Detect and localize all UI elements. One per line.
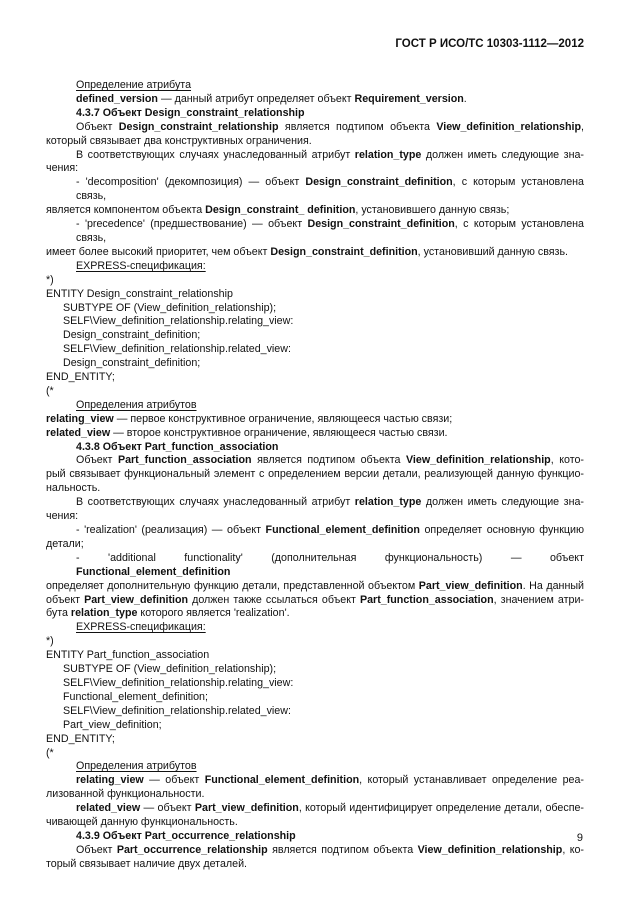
express-spec-heading: EXPRESS-спецификация: <box>76 621 206 634</box>
paragraph-line: нальность. <box>46 482 101 495</box>
list-item-continuation: бута relation_type которого является 'realization'. <box>46 607 290 620</box>
code-line: ENTITY Part_function_association <box>46 649 210 662</box>
code-line: *) <box>46 273 54 286</box>
list-item: - 'realization' (реализация) — объект Functional_element_definition определяет основную функцию <box>76 524 584 536</box>
code-line: SELF\View_definition_relationship.related_view: <box>63 343 291 356</box>
attribute-definitions-heading: Определения атрибутов <box>76 398 197 411</box>
section-heading-4-3-8: 4.3.8 Объект Part_function_association <box>76 440 279 453</box>
express-spec-heading: EXPRESS-спецификация: <box>76 259 206 272</box>
attribute-definition-heading: Определение атрибута <box>76 79 192 91</box>
code-line: END_ENTITY; <box>46 371 115 384</box>
code-line: Design_constraint_definition; <box>63 329 201 342</box>
list-item: - 'additional functionality' (дополнительная функциональность) — объект Functional_element_definition <box>76 551 584 578</box>
list-item-continuation: детали; <box>46 537 84 550</box>
document-body <box>46 79 584 872</box>
attribute-definition: relating_view — объект Functional_element_definition, который устанавливает определение реа- <box>76 774 584 787</box>
attribute-definition: related_view — второе конструктивное ограничение, являющееся частью связи. <box>46 426 448 439</box>
paragraph-line: В соответствующих случаях унаследованный атрибут relation_type должен иметь следующие зна- <box>76 496 584 509</box>
code-line: (* <box>46 746 54 759</box>
code-line: END_ENTITY; <box>46 732 115 745</box>
paragraph-line: который связывает два конструктивных ограничения. <box>46 134 312 147</box>
paragraph-line: Объект Part_function_association является подтипом объекта View_definition_relationship, кото- <box>76 454 584 467</box>
attribute-definition-continuation: лизованной функциональности. <box>46 788 205 801</box>
list-item-continuation: является компонентом объекта Design_constraint_ definition, установившего данную связь; <box>46 204 510 217</box>
code-line: SELF\View_definition_relationship.relating_view: <box>63 676 294 689</box>
paragraph-line: Объект Part_occurrence_relationship является подтипом объекта View_definition_relationship, ко- <box>76 843 584 856</box>
list-item-continuation: имеет более высокий приоритет, чем объект Design_constraint_definition, установивший данную связь. <box>46 245 568 258</box>
list-item: - 'decomposition' (декомпозиция) — объект Design_constraint_definition, с которым установлена связь, <box>76 176 584 203</box>
paragraph-line: чения: <box>46 510 79 523</box>
attribute-definition: defined_version — данный атрибут определяет объект Requirement_version. <box>76 92 467 105</box>
code-line: (* <box>46 384 54 397</box>
attribute-definition-continuation: чивающей данную функциональность. <box>46 816 238 829</box>
code-line: ENTITY Design_constraint_relationship <box>46 287 233 300</box>
code-line: SUBTYPE OF (View_definition_relationship); <box>63 663 277 676</box>
attribute-definition: related_view — объект Part_view_definition, который идентифицирует определение детали, обеспе- <box>76 802 584 815</box>
list-item-continuation: объект Part_view_definition должен также ссылаться объект Part_function_association, значением атри- <box>46 593 584 606</box>
list-item: - 'precedence' (предшествование) — объект Design_constraint_definition, с которым установлена связь, <box>76 218 585 244</box>
code-line: SUBTYPE OF (View_definition_relationship); <box>63 301 277 314</box>
page-number: 9 <box>576 832 583 844</box>
code-line: SELF\View_definition_relationship.relating_view: <box>63 315 294 328</box>
paragraph-line: чения: <box>46 162 79 175</box>
paragraph-line: В соответствующих случаях унаследованный атрибут relation_type должен иметь следующие зна- <box>76 148 584 161</box>
paragraph-line: рый связывает функциональный элемент с определением версии детали, реализующей данную функцио- <box>46 468 584 481</box>
code-line: Design_constraint_definition; <box>63 357 201 370</box>
document-header: ГОСТ Р ИСО/ТС 10303-1112—2012 <box>395 38 584 50</box>
code-line: *) <box>46 635 54 648</box>
paragraph-line: торый связывает наличие двух деталей. <box>46 857 248 870</box>
code-line: Part_view_definition; <box>63 718 162 731</box>
paragraph-line: Объект Design_constraint_relationship является подтипом объекта View_definition_relationship, <box>76 120 585 133</box>
attribute-definitions-heading: Определения атрибутов <box>76 760 197 773</box>
attribute-definition: relating_view — первое конструктивное ограничение, являющееся частью связи; <box>46 412 453 425</box>
section-heading-4-3-7: 4.3.7 Объект Design_constraint_relationship <box>76 106 305 119</box>
list-item-continuation: определяет дополнительную функцию детали, представленной объектом Part_view_definition. На данный <box>46 579 584 592</box>
code-line: Functional_element_definition; <box>63 690 208 703</box>
section-heading-4-3-9: 4.3.9 Объект Part_occurrence_relationship <box>76 829 296 842</box>
code-line: SELF\View_definition_relationship.related_view: <box>63 704 291 717</box>
